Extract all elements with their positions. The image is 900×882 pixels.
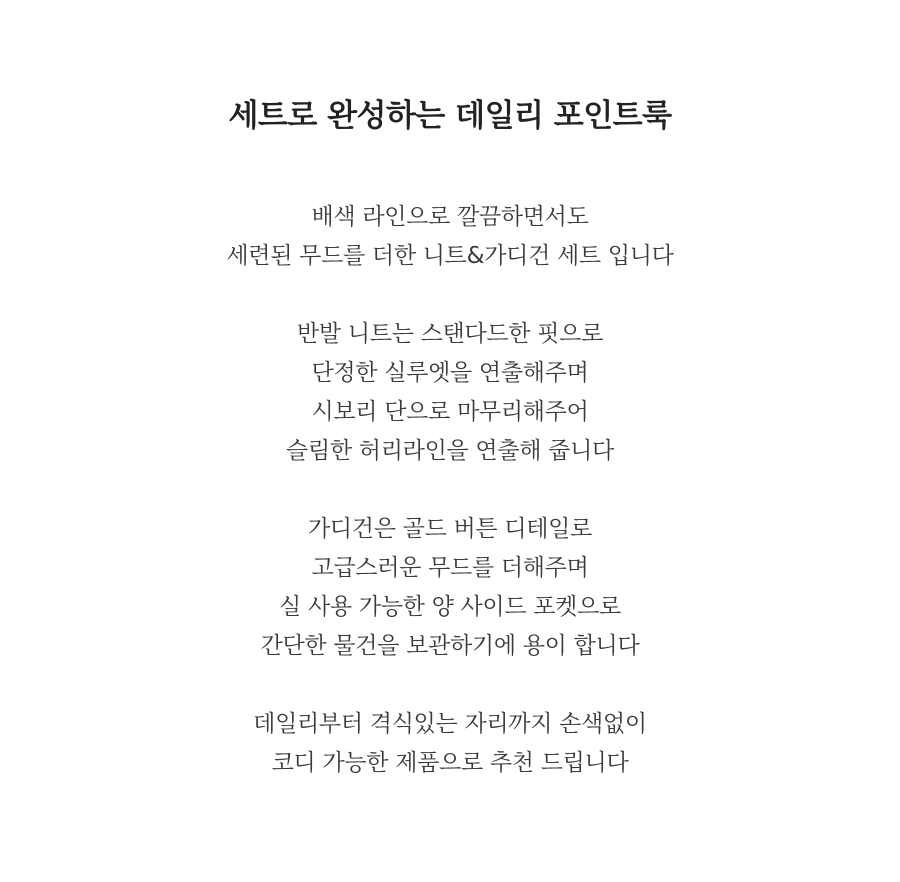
text-line: 시보리 단으로 마무리해주어 xyxy=(311,399,589,425)
text-line: 실 사용 가능한 양 사이드 포켓으로 xyxy=(279,594,621,620)
text-line: 코디 가능한 제품으로 추천 드립니다 xyxy=(271,750,629,776)
text-line: 간단한 물건을 보관하기에 용이 합니다 xyxy=(260,633,640,659)
text-line: 배색 라인으로 깔끔하면서도 xyxy=(311,204,589,230)
paragraph-intro xyxy=(0,198,900,276)
paragraph-cardigan xyxy=(0,510,900,666)
text-line: 고급스러운 무드를 더해주며 xyxy=(311,555,589,581)
text-line: 세련된 무드를 더한 니트&가디건 세트 입니다 xyxy=(226,243,674,269)
text-line: 단정한 실루엣을 연출해주며 xyxy=(311,360,589,386)
text-line: 슬림한 허리라인을 연출해 줍니다 xyxy=(286,438,614,464)
paragraph-recommendation xyxy=(0,705,900,783)
page-title: 세트로 완성하는 데일리 포인트룩 xyxy=(228,98,672,134)
text-line: 데일리부터 격식있는 자리까지 손색없이 xyxy=(253,711,647,737)
description-body xyxy=(0,198,900,822)
paragraph-knit xyxy=(0,315,900,471)
text-line: 가디건은 골드 버튼 디테일로 xyxy=(307,516,593,542)
text-line: 반발 니트는 스탠다드한 핏으로 xyxy=(297,321,603,347)
